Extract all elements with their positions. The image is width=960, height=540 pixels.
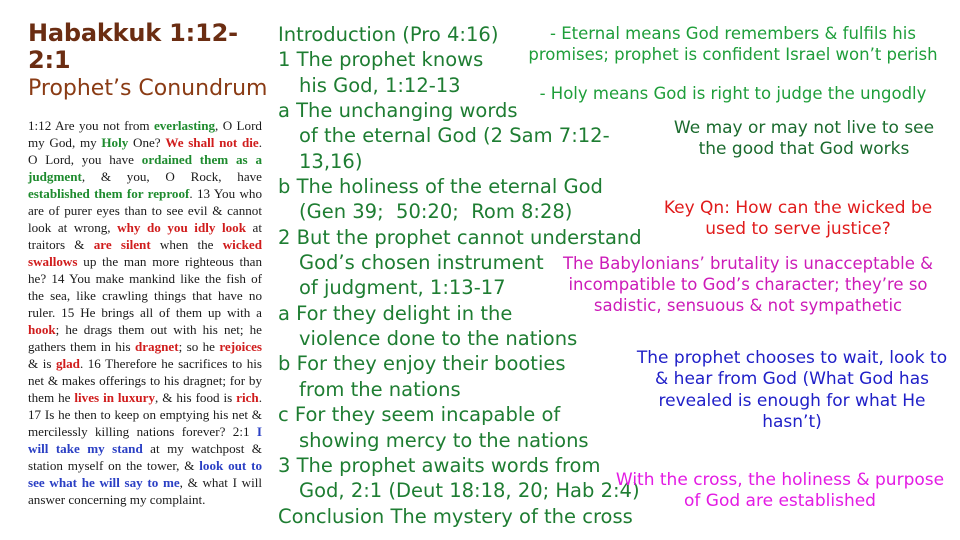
outline-item: of the eternal God (2 Sam 7:12-13,16) xyxy=(299,124,610,173)
outline-item: c For they seem incapable of xyxy=(278,403,561,427)
outline-item: b The holiness of the eternal God xyxy=(278,175,603,199)
scripture-segment: , & what I will answer concerning my complaint. xyxy=(28,475,262,508)
scripture-segment: . O Lord, you have xyxy=(28,135,262,168)
scripture-segment: rich xyxy=(236,390,259,406)
scripture-segment: why do you idly look xyxy=(117,220,246,236)
outline-item: violence done to the nations xyxy=(299,327,578,351)
note-key-question: Key Qn: How can the wicked be used to serve justice? xyxy=(663,198,933,240)
scripture-segment: wicked swallows xyxy=(28,237,262,270)
note-prophet-waits: The prophet chooses to wait, look to & hear from God (What God has revealed is enough for what He hasn’t) xyxy=(636,348,948,433)
outline-item: Conclusion The mystery of the cross xyxy=(278,504,633,528)
scripture-segment: at my watchpost & station myself on the tower, & xyxy=(28,441,262,474)
scripture-segment: glad xyxy=(55,356,80,372)
outline-item: a For they delight in the xyxy=(278,301,513,325)
outline-item: a The unchanging words xyxy=(278,99,518,123)
note-good-god-works: We may or may not live to see the good that God works xyxy=(673,118,935,160)
outline-item: from the nations xyxy=(299,377,461,401)
scripture-segment: hook xyxy=(28,322,56,338)
scripture-segment: . 16 Therefore he sacrifices to his net & makes offerings to his dragnet; for by them he xyxy=(28,356,262,406)
scripture-segment: ; so he xyxy=(178,339,220,355)
scripture-segment: established them for reproof xyxy=(28,186,190,202)
scripture-segment: . 13 You who are of purer eyes than to see evil & cannot look at wrong, xyxy=(28,186,262,236)
scripture-segment: everlasting xyxy=(153,118,216,134)
note-holy: - Holy means God is right to judge the ungodly xyxy=(539,84,927,103)
scripture-segment: 1:12 Are you not from xyxy=(28,118,154,134)
scripture-segment: up the man more righteous than he? 14 You make mankind like the fish of the sea, like crawling things that have no ruler. 15 He brings all of them up with a xyxy=(28,254,262,321)
outline-item: (Gen 39; 50:20; Rom 8:28) xyxy=(299,200,573,224)
outline-item: God, 2:1 (Deut 18:18, 20; Hab 2:4) xyxy=(299,479,640,503)
page-title: Habakkuk 1:12-2:1 xyxy=(28,19,238,74)
scripture-segment: when the xyxy=(150,237,223,253)
scripture-segment: rejoices xyxy=(219,339,262,355)
scripture-segment: ; he drags them out with his net; he gathers them in his xyxy=(28,322,262,355)
outline-item: God’s chosen instrument xyxy=(299,251,544,275)
scripture-segment: at traitors & xyxy=(28,220,262,253)
outline-item: of judgment, 1:13-17 xyxy=(299,276,506,300)
scripture-passage xyxy=(28,117,262,508)
scripture-segment: look out to see what he will say to me xyxy=(28,458,262,491)
scripture-segment: One? xyxy=(128,135,166,151)
outline-item: his God, 1:12-13 xyxy=(299,73,461,97)
scripture-segment: . 17 Is he then to keep on emptying his net & mercilessly killing nations forever? 2:1 xyxy=(28,390,262,440)
left-column xyxy=(28,20,268,508)
scripture-segment: dragnet xyxy=(134,339,179,355)
scripture-segment: , & his food is xyxy=(155,390,237,406)
scripture-segment: Holy xyxy=(101,135,129,151)
outline-item: 1 The prophet knows xyxy=(278,48,484,72)
scripture-segment: lives in luxury xyxy=(74,390,156,406)
scripture-segment: & is xyxy=(28,356,56,372)
note-babylonian-brutality: The Babylonians’ brutality is unacceptable & incompatible to God’s character; they’re so sadistic, sensuous & not sympathetic xyxy=(562,254,934,315)
outline-item: b For they enjoy their booties xyxy=(278,352,566,376)
outline-item: 2 But the prophet cannot understand xyxy=(278,225,642,249)
scripture-segment: are silent xyxy=(93,237,151,253)
page-subtitle: Prophet’s Conundrum xyxy=(28,75,268,101)
note-eternal: - Eternal means God remembers & fulfils his promises; prophet is confident Israel won’t perish xyxy=(528,24,938,64)
scripture-segment: , & you, O Rock, have xyxy=(81,169,262,185)
note-cross-conclusion: With the cross, the holiness & purpose of God are established xyxy=(615,470,945,512)
outline-item: Introduction (Pro 4:16) xyxy=(278,23,499,46)
outline-item: showing mercy to the nations xyxy=(299,428,589,452)
scripture-segment: We shall not die xyxy=(165,135,259,151)
scripture-segment: I will take my stand xyxy=(28,424,262,457)
scripture-segment: , O Lord my God, my xyxy=(28,118,262,151)
scripture-segment: ordained them as a judgment xyxy=(28,152,262,185)
outline-item: 3 The prophet awaits words from xyxy=(278,453,601,477)
